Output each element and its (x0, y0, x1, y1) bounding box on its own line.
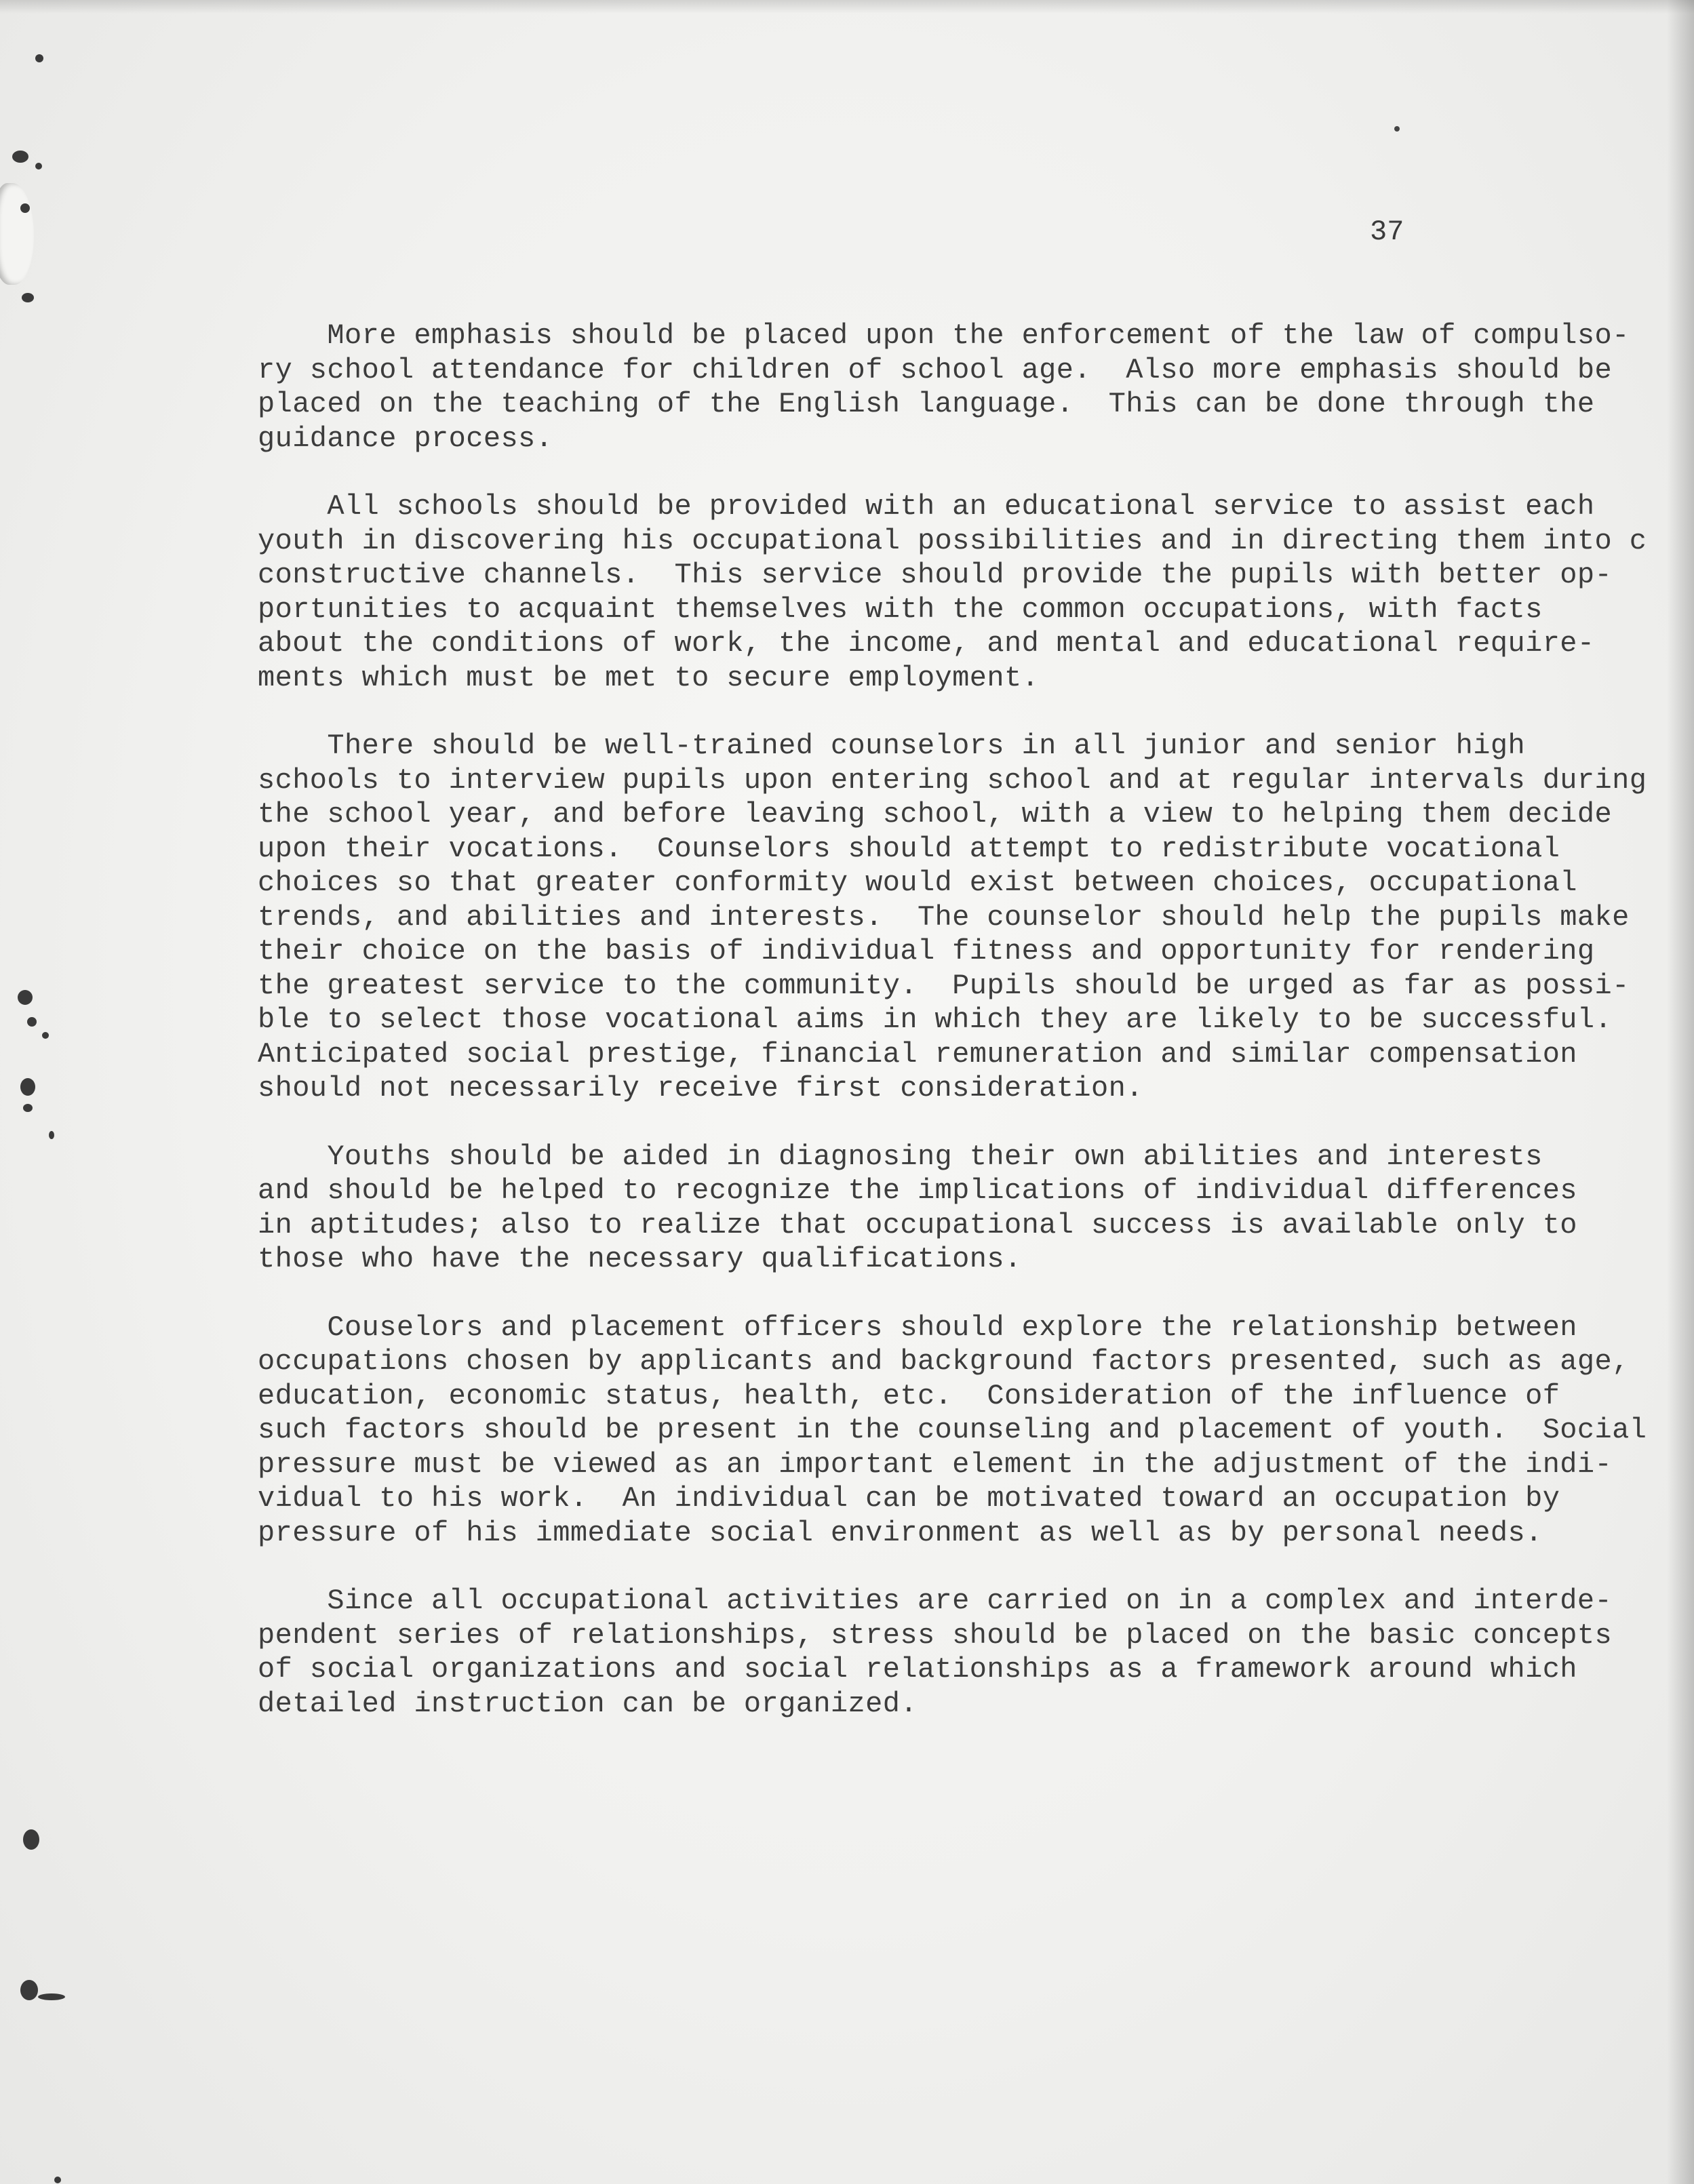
text-line: should not necessarily receive first consideration. (258, 1072, 1143, 1105)
binder-hole-speck (20, 203, 30, 213)
scan-top-shadow (0, 0, 1694, 14)
binder-hole-speck (20, 1078, 35, 1096)
text-line: placed on the teaching of the English language. This can be done through the (258, 388, 1595, 420)
binder-hole-speck (42, 1032, 49, 1039)
paragraph (258, 319, 1628, 456)
text-line: Couselors and placement officers should explore the relationship between (258, 1311, 1577, 1344)
text-line: those who have the necessary qualifications. (258, 1243, 1022, 1275)
binder-hole-speck (23, 1104, 33, 1112)
binder-hole-speck (23, 1829, 39, 1850)
paragraph (258, 490, 1647, 695)
text-line: choices so that greater conformity would exist between choices, occupational (258, 867, 1577, 899)
body-text (258, 319, 1647, 1755)
binder-hole-speck (27, 1017, 37, 1027)
binder-hole-speck (20, 1980, 38, 2000)
text-line: ments which must be met to secure employment. (258, 661, 1040, 694)
text-line: detailed instruction can be organized. (258, 1687, 918, 1720)
text-line: occupations chosen by applicants and background factors presented, such as age, (258, 1345, 1630, 1378)
text-line: vidual to his work. An individual can be motivated toward an occupation by (258, 1482, 1560, 1515)
text-line: There should be well-trained counselors in all junior and senior high (258, 730, 1526, 762)
text-line: pendent series of relationships, stress should be placed on the basic concepts (258, 1619, 1613, 1652)
binder-hole-speck (18, 990, 33, 1005)
binder-hole-speck (35, 54, 43, 62)
binder-hole-speck (54, 2177, 61, 2183)
text-line: pressure of his immediate social environment as well as by personal needs. (258, 1516, 1543, 1549)
text-line: and should be helped to recognize the implications of individual differences (258, 1174, 1577, 1207)
text-line: guidance process. (258, 422, 553, 455)
text-line: of social organizations and social relationships as a framework around which (258, 1653, 1577, 1686)
text-line: in aptitudes; also to realize that occupational success is available only to (258, 1208, 1577, 1242)
text-line: such factors should be present in the counseling and placement of youth. Social (258, 1414, 1647, 1446)
text-line: All schools should be provided with an educational service to assist each (258, 490, 1595, 523)
text-line: education, economic status, health, etc. Consideration of the influence of (258, 1379, 1560, 1412)
text-line: youth in discovering his occupational possibilities and in directing them into c (258, 524, 1647, 557)
text-line: trends, and abilities and interests. The counselor should help the pupils make (258, 900, 1630, 934)
text-line: the greatest service to the community. Pupils should be urged as far as possi- (258, 969, 1630, 1002)
text-line: schools to interview pupils upon entering school and at regular intervals during (258, 763, 1647, 797)
text-line: the school year, and before leaving school, with a view to helping them decide (258, 798, 1613, 831)
text-line: portunities to acquaint themselves with the common occupations, with facts (258, 593, 1543, 626)
text-line: Anticipated social prestige, financial remuneration and similar compensation (258, 1037, 1577, 1071)
paragraph (258, 1311, 1647, 1551)
text-line: upon their vocations. Counselors should attempt to redistribute vocational (258, 832, 1560, 865)
text-line: Since all occupational activities are carried on in a complex and interde- (258, 1585, 1613, 1617)
scan-right-edge-shadow (1667, 0, 1694, 2184)
paragraph (258, 729, 1647, 1106)
binder-hole-speck (35, 163, 42, 170)
page-number: 37 (1370, 216, 1404, 248)
paragraph (258, 1584, 1628, 1721)
binder-hole-speck (22, 293, 34, 302)
paragraph (258, 1140, 1628, 1277)
scan-speck (1394, 126, 1400, 132)
torn-binder-hole (0, 183, 34, 285)
text-line: pressure must be viewed as an important element in the adjustment of the indi- (258, 1448, 1613, 1481)
text-line: ble to select those vocational aims in which they are likely to be successful. (258, 1004, 1613, 1036)
text-line: their choice on the basis of individual fitness and opportunity for rendering (258, 935, 1595, 968)
binder-hole-speck (12, 151, 28, 163)
text-line: More emphasis should be placed upon the enforcement of the law of compulso- (258, 319, 1630, 352)
binder-hole-speck (38, 1993, 65, 2000)
text-line: about the conditions of work, the income, and mental and educational require- (258, 627, 1595, 660)
text-line: constructive channels. This service should provide the pupils with better op- (258, 559, 1613, 591)
text-line: Youths should be aided in diagnosing their own abilities and interests (258, 1140, 1543, 1173)
text-line: ry school attendance for children of school age. Also more emphasis should be (258, 353, 1613, 386)
binder-hole-speck (49, 1131, 54, 1139)
